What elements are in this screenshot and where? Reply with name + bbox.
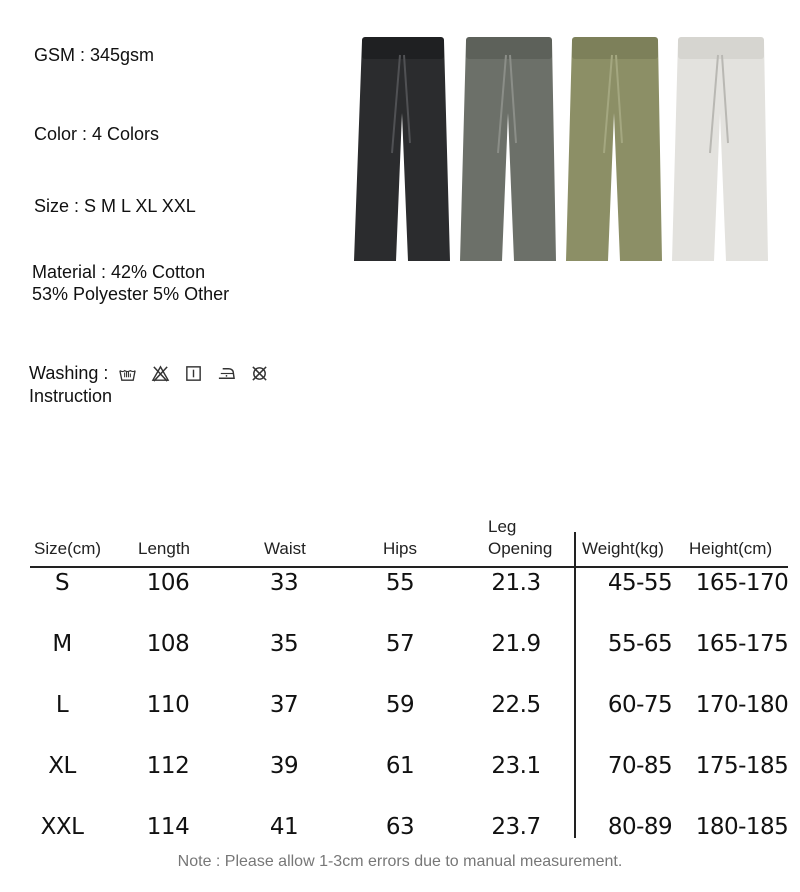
cell-weight: 70-85 [607, 753, 673, 779]
material-line-2: 53% Polyester 5% Other [32, 284, 230, 304]
cell-waist: 39 [269, 753, 299, 779]
washing-label: Washing : [29, 363, 109, 383]
pants-grey-image [458, 33, 558, 265]
cell-length: 114 [146, 814, 190, 840]
washing-instruction [29, 362, 269, 408]
iron-icon [217, 364, 236, 383]
header-height: Height(cm) [689, 539, 773, 558]
washing-icons [118, 364, 269, 383]
cell-size: S [54, 570, 70, 596]
cell-leg-opening: 23.1 [491, 753, 541, 779]
cell-weight: 55-65 [607, 631, 673, 657]
cell-size: M [52, 631, 72, 657]
size-spec: Size : S M L XL XXL [34, 196, 196, 216]
cell-length: 106 [146, 570, 190, 596]
cell-hips: 61 [385, 753, 415, 779]
header-waist: Waist [264, 539, 306, 558]
header-hips: Hips [383, 539, 418, 558]
header-opening: Opening [488, 539, 553, 558]
cell-size: L [55, 692, 69, 718]
cell-weight: 80-89 [607, 814, 673, 840]
color-spec: Color : 4 Colors [34, 124, 160, 144]
pants-black-image [352, 33, 452, 265]
pants-olive-image [564, 33, 664, 265]
cell-height: 165-175 [695, 631, 789, 657]
header-leg: Leg [488, 517, 517, 536]
cell-leg-opening: 21.3 [491, 570, 541, 596]
cell-hips: 63 [385, 814, 415, 840]
cell-waist: 33 [269, 570, 299, 596]
measurement-note: Note : Please allow 1-3cm errors due to manual measurement. [177, 853, 623, 870]
cell-leg-opening: 21.9 [491, 631, 541, 657]
cell-weight: 60-75 [607, 692, 673, 718]
gsm-spec: GSM : 345gsm [34, 45, 155, 65]
cell-weight: 45-55 [607, 570, 673, 596]
do-not-dry-clean-icon [250, 364, 269, 383]
washing-label-2: Instruction [29, 386, 113, 406]
pants-light-grey-image [670, 33, 770, 265]
header-divider [30, 566, 788, 568]
do-not-bleach-icon [151, 364, 170, 383]
product-image-group [352, 33, 774, 265]
cell-height: 170-180 [695, 692, 789, 718]
cell-height: 180-185 [695, 814, 789, 840]
material-line-1: Material : 42% Cotton [32, 262, 206, 282]
cell-height: 165-170 [695, 570, 789, 596]
cell-waist: 35 [269, 631, 299, 657]
cell-hips: 55 [385, 570, 415, 596]
cell-waist: 41 [269, 814, 299, 840]
cell-hips: 57 [385, 631, 415, 657]
cell-leg-opening: 23.7 [491, 814, 541, 840]
cell-height: 175-185 [695, 753, 789, 779]
hand-wash-icon [118, 364, 137, 383]
cell-leg-opening: 22.5 [491, 692, 541, 718]
header-size: Size(cm) [34, 539, 102, 558]
cell-hips: 59 [385, 692, 415, 718]
tumble-dry-icon [184, 364, 203, 383]
cell-length: 108 [146, 631, 190, 657]
material-spec [32, 261, 229, 305]
cell-waist: 37 [269, 692, 299, 718]
column-divider [574, 532, 576, 838]
cell-size: XXL [40, 814, 84, 840]
cell-size: XL [48, 753, 76, 779]
cell-length: 112 [146, 753, 190, 779]
header-weight: Weight(kg) [582, 539, 664, 558]
header-length: Length [138, 539, 190, 558]
cell-length: 110 [146, 692, 190, 718]
